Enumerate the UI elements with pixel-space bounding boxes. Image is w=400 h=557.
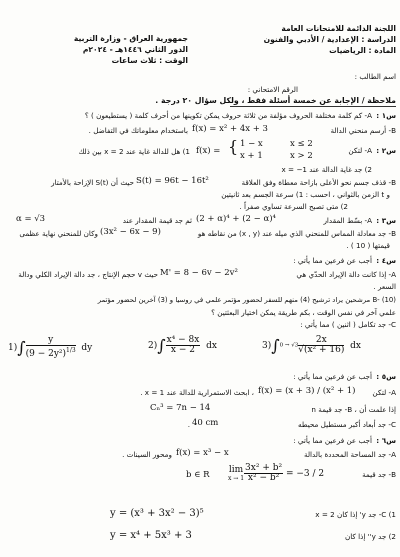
- q2-part-a-2: 2) جد غاية الدالة عند 1− = x: [281, 165, 372, 174]
- q5-part-c-1: C- جد أبعاد أكبر مستطيل محيطه: [297, 420, 396, 429]
- q2-part-a-1: 1) هل للدالة غاية عند x = 2 بين ذلك: [78, 147, 190, 156]
- q5-head: أجب عن فرعين مما يأتي :: [293, 372, 372, 381]
- q5-part-c-value: 40 cm: [192, 418, 219, 428]
- q3-part-b-3: قيمتها ( 10 ) .: [346, 241, 390, 250]
- q3-part-b-1: B- جد معادلة المماس للمنحني الذي ميله عند (x , y) من نقاطه هو: [197, 229, 396, 238]
- integral-3-denominator: √(x² + 16): [298, 345, 345, 355]
- q2-part-b-3: و t الزمن بالثواني ، احسب : 1) سرعة الجسم بعد ثانيتين: [221, 190, 390, 199]
- q6-part-a-2: ومحور السينات .: [122, 450, 172, 459]
- header-left-1: جمهورية العراق - وزارة التربية: [73, 34, 188, 43]
- q4-part-a-expr: M' = 8 − 6v − 2v²: [160, 268, 238, 278]
- q6-part-a-func: f(x) = x³ − x: [176, 448, 229, 458]
- header-right-2: الدراسة : الإعدادية / الأدبي والفنون: [263, 35, 396, 44]
- integral-2-dx: dx: [206, 341, 217, 351]
- header-right-1: اللجنة الدائمة للامتحانات العامة: [281, 24, 396, 33]
- q3-part-a: A- بسّط المقدار: [323, 216, 372, 225]
- q3-part-a-tail: ثم جد قيمة المقدار عند: [122, 216, 192, 225]
- integral-1-numerator: y: [26, 336, 76, 346]
- q3-part-a-value: α = √3: [16, 214, 46, 224]
- q6-lim-word: lim: [228, 465, 244, 475]
- q2-part-b-func: S(t) = 96t − 16t²: [136, 176, 209, 186]
- q4-part-b-2: علمي آخر في نفس الوقت ، بكم طريقة يمكن اختيار البعثتين ؟: [211, 308, 396, 317]
- integral-2-numerator: x⁴ − 8x: [166, 335, 200, 345]
- q1-number: س١ :: [376, 111, 396, 120]
- q6-lim-denominator: x² − b²: [247, 473, 280, 483]
- q4-part-a-3: السعر .: [373, 282, 396, 291]
- q1-part-b-tail: باستخدام معلوماتك في التفاضل .: [88, 126, 188, 135]
- q6-part-c-2-tail: 2) جد y'' إذا كان: [344, 532, 396, 541]
- q3-part-b-2: وكان للمنحني نهاية عظمى: [19, 229, 98, 238]
- header-left-3: الوقت : ثلاث ساعات: [111, 56, 188, 65]
- q2-func-lhs: f(x) =: [196, 146, 221, 156]
- q6-part-b-domain: b ∈ R: [186, 470, 210, 480]
- q5-part-b-tail: إذا علمت أن ، B- جد قيمة n: [311, 405, 396, 414]
- q1-function: f(x) = x² + 4x + 3: [192, 124, 268, 134]
- exam-note: ملاحظة / الإجابة عن خمسة أسئلة فقط ، ولكل سؤال ٢٠ درجة .: [155, 96, 396, 105]
- exam-number-label: الرقم الامتحاني :: [247, 85, 298, 94]
- integral-3-dx: dx: [350, 341, 361, 351]
- q4-number: س٤ :: [376, 256, 396, 265]
- note-underline: [230, 106, 396, 107]
- integral-3-number: 3): [262, 341, 272, 351]
- q2-part-b-4: 2) متى تصبح السرعة تساوي صفراً .: [239, 202, 348, 211]
- q6-head: أجب عن فرعين مما يأتي :: [293, 436, 372, 445]
- integral-3-numerator: 2x: [298, 336, 344, 346]
- header-left-2: الدور الثاني ١٤٤٦هـ - ٢٠٢٤م: [82, 45, 188, 54]
- integral-3-limits: 0 → √3: [279, 342, 299, 349]
- q6-number: س٦ :: [376, 436, 396, 445]
- q6-part-a-1: A- جد المساحة المحددة بالدالة: [303, 450, 396, 459]
- q6-part-c-1-eq: y = (x³ + 3x² − 3)⁵: [110, 508, 204, 519]
- q2-case2-cond: x > 2: [290, 151, 313, 161]
- integral-1-number: 1): [8, 343, 18, 353]
- q5-part-a: A- لتكن: [372, 388, 396, 397]
- student-name-label: اسم الطالب :: [354, 72, 396, 81]
- integral-1-power: 1/3: [66, 347, 76, 354]
- q6-part-b-tail: B- جد قيمة: [362, 470, 396, 479]
- q4-head: أجب عن فرعين مما يأتي :: [293, 256, 372, 265]
- q3-part-b-expr: (3x² − 6x − 9): [100, 227, 161, 237]
- q1-part-b: B- أرسم منحني الدالة: [330, 126, 396, 135]
- integral-2-denominator: x − 2: [170, 345, 195, 355]
- q5-part-a-tail: ، ابحث الاستمرارية للدالة عند x = 1 .: [140, 388, 254, 397]
- integral-2-number: 2): [148, 341, 158, 351]
- q6-part-c-2-eq: y = x⁴ + 5x³ + 3: [110, 530, 192, 541]
- q2-number: س٢ :: [376, 146, 396, 155]
- q5-part-c-2: .: [187, 420, 190, 429]
- q2-part-a: A- لتكن: [348, 146, 372, 155]
- integral-1: 1)∫ $\frac{y}{(9 - 2y^2)^{1/3}}$ dy: [8, 335, 93, 359]
- q4-part-a-2: حيث v حجم الإنتاج ، جد دالة الإيراد الكلي ودالة: [18, 270, 158, 279]
- q5-part-b-expr: Cₙ³ = 7n − 14: [150, 403, 211, 413]
- integral-1-denominator: (9 − 2y²): [25, 349, 67, 359]
- q6-lim-numerator: 3x² + b²: [245, 463, 283, 473]
- q6-part-c-1-tail: 1) C- جد y' إذا كان x = 2: [315, 510, 396, 519]
- q6-lim-sub: x → 1: [228, 475, 245, 482]
- q4-part-b-1: B- (10) مرشحين يراد ترشيح (4) منهم للسفر لحضور مؤتمر علمي في روسيا و (3) آخرين لحضور مؤتمر: [97, 296, 396, 304]
- q5-number: س٥ :: [376, 372, 396, 381]
- header-right-3: المادة : الرياضيات: [329, 46, 396, 55]
- q2-part-b-1: B- قذف جسم نحو الأعلى بازاحة معطاة وفق العلاقة: [241, 178, 396, 187]
- q2-case1-expr: 1 − x: [240, 139, 263, 149]
- q2-case1-cond: x ≤ 2: [290, 139, 313, 149]
- q2-case2-expr: x + 1: [240, 151, 263, 161]
- q6-part-b-limit: [228, 464, 324, 483]
- integral-3: 3)∫0 → √3 $\frac{2x}{\text{√(x² + 16)}}$ dx: [262, 335, 361, 355]
- q2-brace: {: [228, 137, 239, 156]
- q2-part-b-2: حيث أن S(t) الإزاحة بالأمتار: [51, 178, 134, 187]
- q5-part-a-func: f(x) = (x + 3) / (x² + 1): [258, 386, 356, 396]
- integral-1-dy: dy: [81, 343, 93, 353]
- q3-number: س٣ :: [376, 216, 396, 225]
- q6-lim-rhs: = −3 / 2: [285, 469, 325, 479]
- integral-2: 2)∫ $\frac{\text{x⁴ − 8x}}{x - 2}$ dx: [148, 335, 217, 355]
- q3-part-a-expr: (2 + α)⁴ + (2 − α)⁴: [196, 214, 276, 224]
- q4-part-c: C- جد تكامل ( اثنين ) مما يأتي :: [300, 320, 396, 329]
- q1-part-a: A- كم كلمة مختلفة الحروف مؤلفة من ثلاثة حروف يمكن تكوينها من أحرف كلمة ( يستطيعون ) ؟: [84, 111, 372, 120]
- q4-part-a-1: A- إذا كانت دالة الإيراد الحدّي هي: [296, 270, 396, 279]
